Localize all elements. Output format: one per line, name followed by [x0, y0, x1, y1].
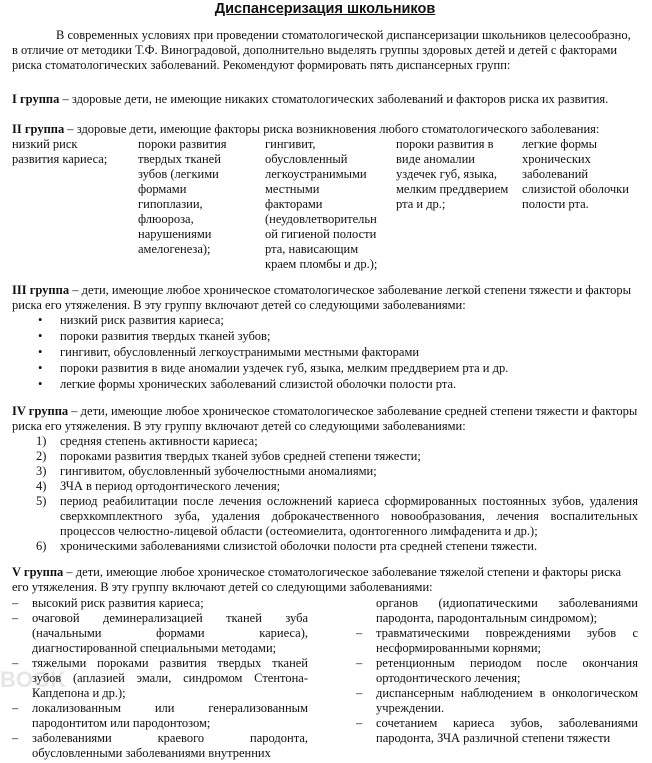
group-2-column-5: легкие формы хронических заболеваний слизистой оболочки полости рта.: [522, 137, 629, 211]
group-5-paragraph: V группа – дети, имеющие любое хроническое стоматологическое заболевание тяжелой степени и факторы риска его утяжеления. В эту группу включают детей со следующими заболеваниями:: [12, 565, 622, 594]
group-3-list: [12, 313, 638, 393]
list-item: • пороки развития в виде аномалии уздечек губ, языка, мелким преддверием рта и др.: [38, 361, 509, 375]
list-item: 2) пороками развития твердых тканей зубов средней степени тяжести;: [36, 449, 421, 463]
group-2-column-2: пороки развития твердых тканей зубов (легкими формами гипоплазии, флюороза, нарушениями амелогенеза);: [138, 137, 227, 256]
intro-line: риска стоматологических заболеваний. Рекомендуют формировать пять диспансерных групп:: [12, 58, 511, 72]
group-1-paragraph: [12, 92, 638, 107]
list-item: • пороки развития твердых тканей зубов;: [38, 329, 271, 343]
list-item: – высокий риск развития кариеса;: [12, 596, 204, 610]
list-item: • гингивит, обусловленный легкоустранимыми местными факторами: [38, 345, 420, 359]
list-item: 4) ЗЧА в период ортодонтического лечения;: [36, 479, 281, 493]
group-5-right-list: [356, 596, 638, 746]
list-item: – тяжелыми пороками развития твердых тканей зубов (аплазией эмали, синдромом Стентона-Капдепона и др.);: [12, 656, 308, 700]
list-item-continuation: органов (идиопатическими заболеваниями пародонта, пародонтальным синдромом);: [376, 596, 638, 625]
list-item: – сочетанием кариеса зубов, заболеваниями пародонта, ЗЧА различной степени тяжести: [356, 716, 638, 745]
group-1-label: I группа: [12, 92, 60, 106]
list-item: 3) гингивитом, обусловленный зубочелюстными аномалиями;: [36, 464, 377, 478]
intro-line: В современных условиях при проведении стоматологической диспансеризации школьников целесообразно,: [56, 28, 631, 42]
group-5-label: V группа: [12, 565, 64, 579]
group-4-paragraph: IV группа – дети, имеющие любое хроническое стоматологическое заболевание средней степени тяжести и факторы риска его утяжеления. В эту группу включают детей со следующими заболеваниями:: [12, 404, 638, 433]
list-item: – ретенционным периодом после окончания ортодонтического лечения;: [356, 656, 638, 685]
group-2-paragraph: [12, 122, 638, 137]
list-item: – травматическими повреждениями зубов с несформированными корнями;: [356, 626, 638, 655]
list-item: • низкий риск развития кариеса;: [38, 313, 224, 327]
group-4-label: IV группа: [12, 404, 69, 418]
group-2-column-3: гингивит, обусловленный легкоустранимыми местными факторами (неудовлетворительн ой гигиеной полости рта, нависающим краем пломбы и др.);: [265, 137, 378, 271]
group-4-list: [12, 434, 638, 554]
list-item: • легкие формы хронических заболеваний слизистой оболочки полости рта.: [38, 377, 457, 391]
group-2-text: – здоровые дети, имеющие факторы риска возникновения любого стоматологического заболевания:: [64, 122, 600, 136]
intro-paragraph: [12, 28, 638, 73]
group-1-text: – здоровые дети, не имеющие никаких стоматологических заболеваний и факторов риска их развития.: [59, 92, 609, 106]
document-title: Диспансеризация школьников: [214, 1, 436, 17]
list-item: 5) период реабилитации после лечения осложнений кариеса сформированных постоянных зубов, удаления сверхкомплектного зуба, удаления доброкачественного новообразования, лечения воспалительных процессов челюстно-лицевой области (остеомиелита, одонтогенного лимфаденита и др.);: [36, 494, 638, 538]
intro-line: в отличие от методики Т.Ф. Виноградовой, дополнительно выделять группы здоровых детей и детей с факторами: [12, 43, 618, 57]
list-item: – очаговой деминерализацией тканей зуба (начальными формами кариеса), диагностированной специальными методами;: [12, 611, 308, 655]
group-2-label: II группа: [12, 122, 65, 136]
group-3-paragraph: III группа – дети, имеющие любое хроническое стоматологическое заболевание легкой степени тяжести и факторы риска его утяжеления. В эту группу включают детей со следующими заболеваниями:: [12, 283, 632, 312]
list-item: – заболеваниями краевого пародонта, обусловленными заболеваниями внутренних: [12, 731, 308, 760]
group-2-column-1: низкий риск развития кариеса;: [12, 137, 108, 166]
group-2-column-4: пороки развития в виде аномалии уздечек губ, языка, мелким преддверием рта и др.;: [396, 137, 509, 211]
list-item: 1) средняя степень активности кариеса;: [36, 434, 258, 448]
list-item: 6) хроническими заболеваниями слизистой оболочки полости рта средней степени тяжести.: [36, 539, 538, 553]
watermark-logo: BOOK: [0, 667, 66, 692]
group-3-label: III группа: [12, 283, 70, 297]
list-item: – диспансерным наблюдением в онкологическом учреждении.: [356, 686, 638, 715]
list-item: – локализованным или генерализованным пародонтитом или пародонтозом;: [12, 701, 308, 730]
